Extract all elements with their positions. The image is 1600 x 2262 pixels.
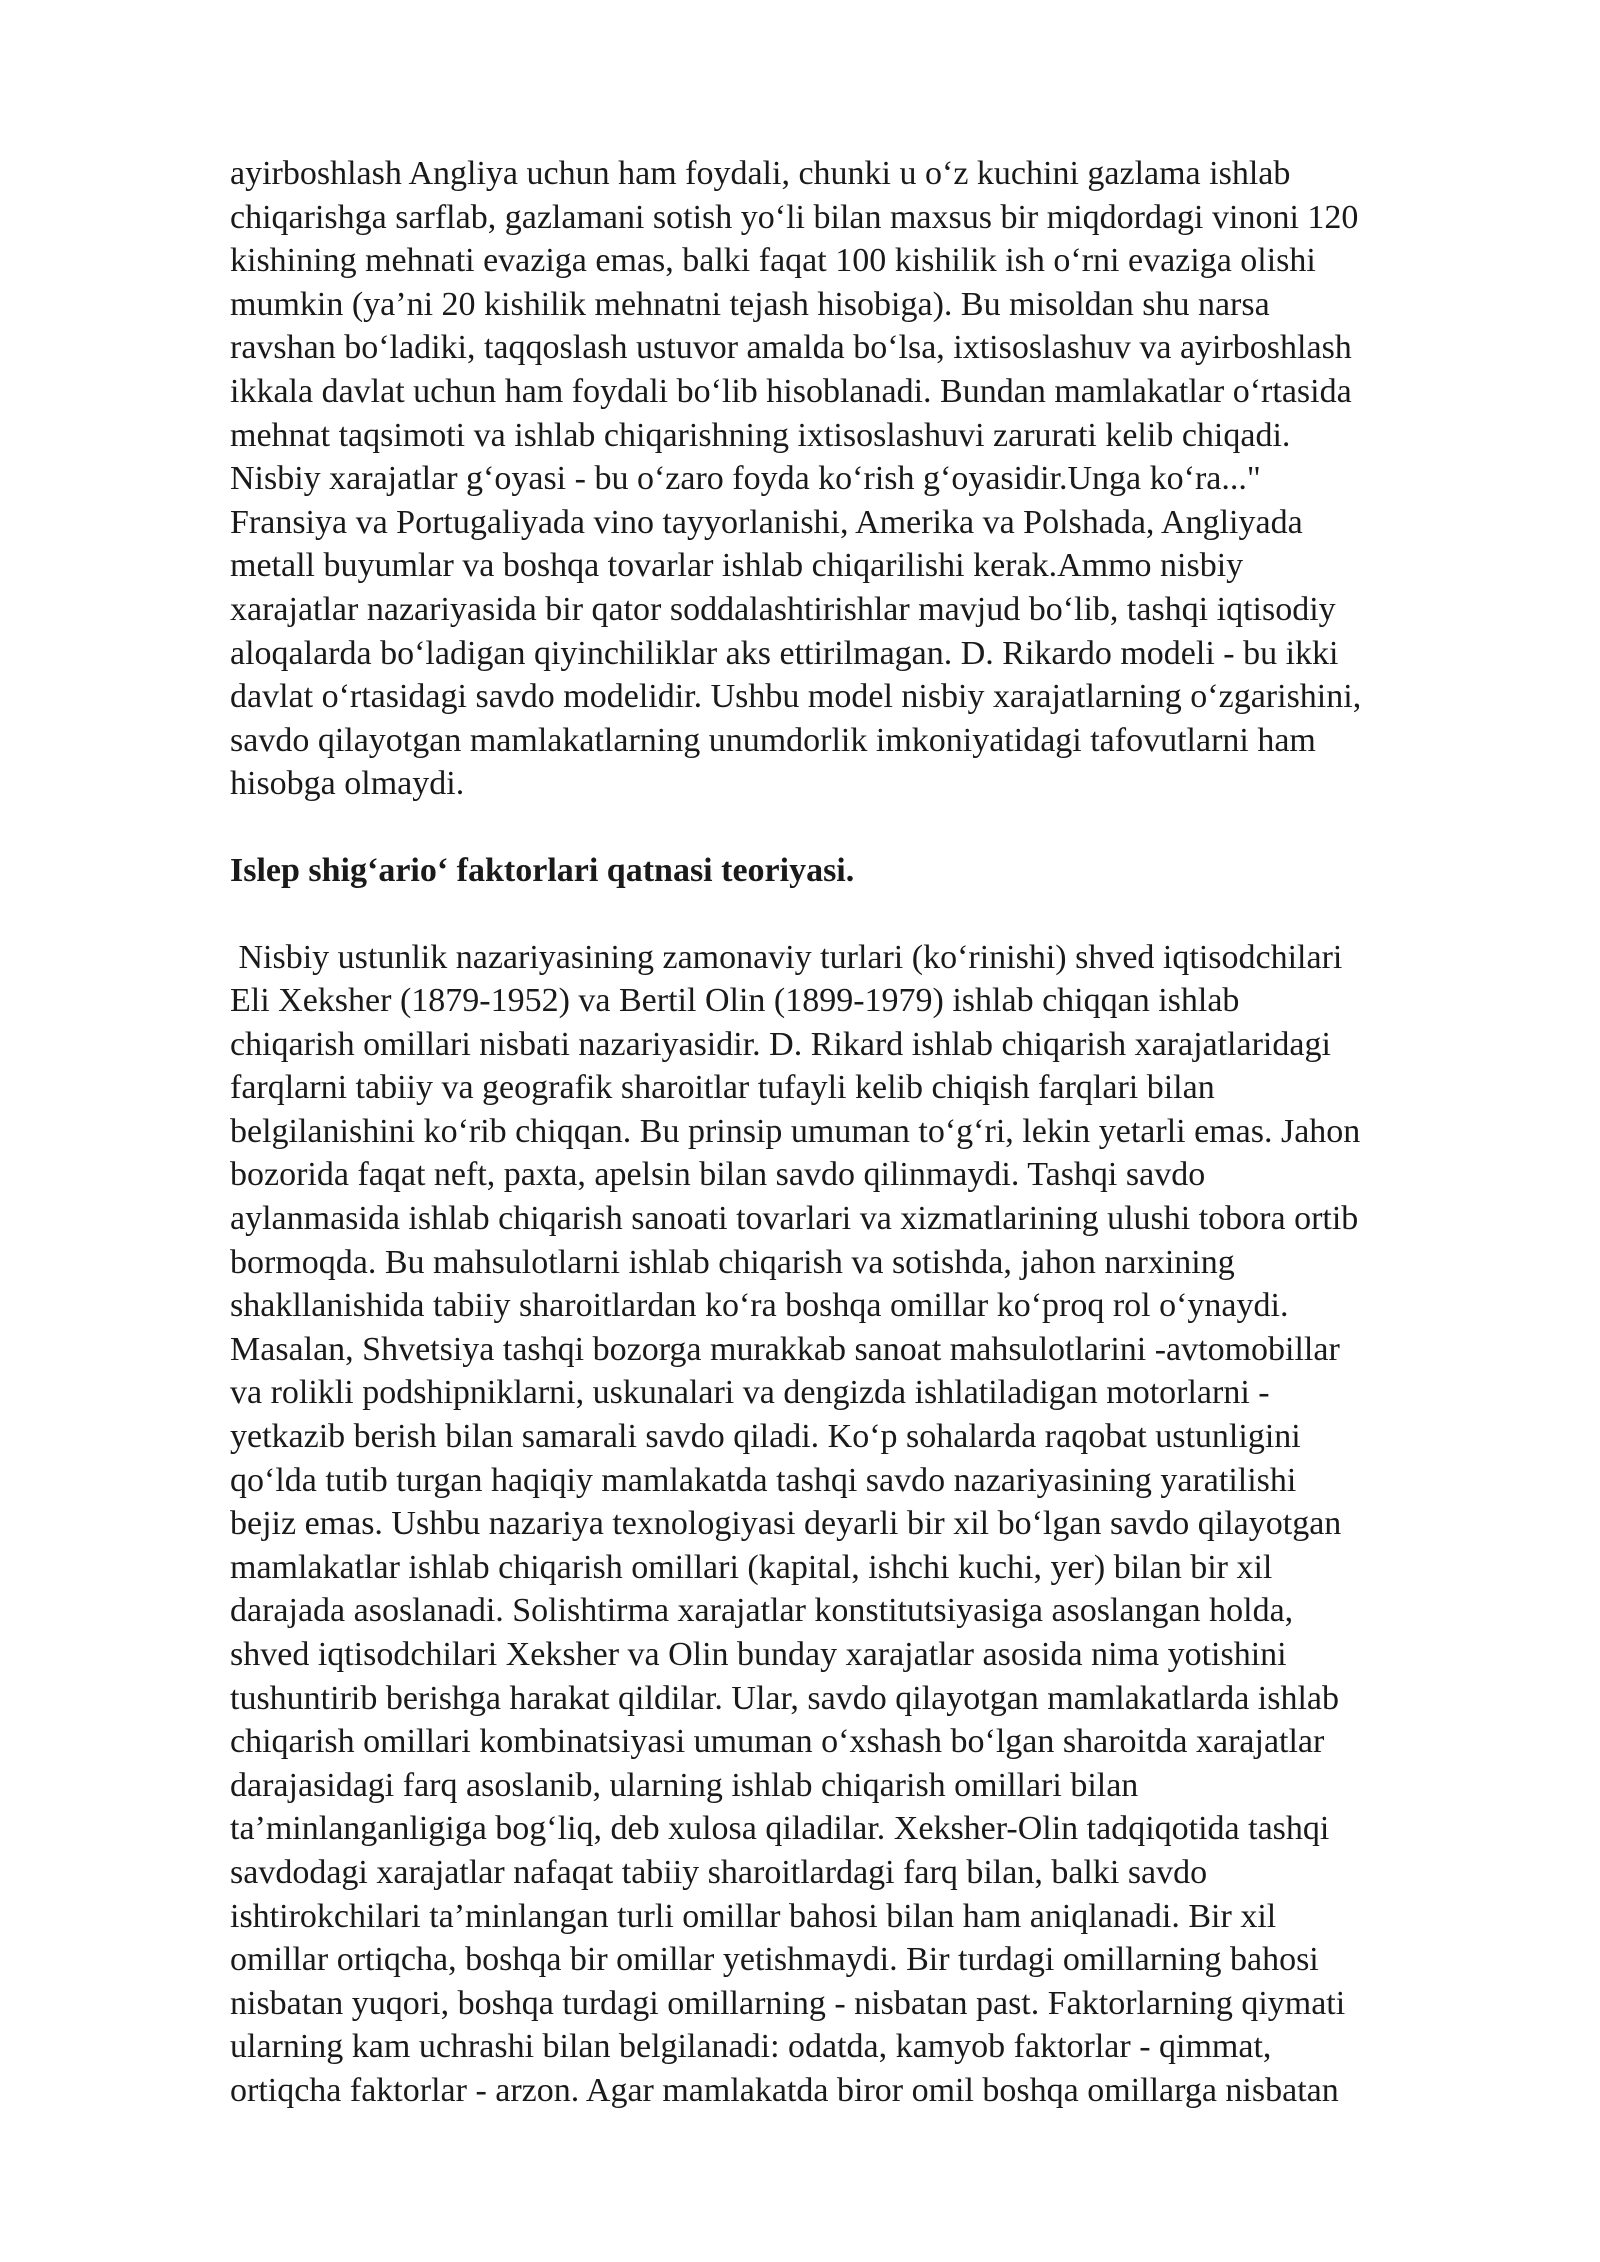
paragraph-spacing — [230, 806, 1510, 849]
body-paragraph-1: ayirboshlash Angliya uchun ham foydali, chunki u o‘z kuchini gazlama ishlab chiqarishga sarflab, gazlamani sotish yo‘li bilan maxsus bir miqdordagi vinoni 120 kishining mehnati evaziga emas, balki faqat 100 kishilik ish o‘rni evaziga olishi mumkin (ya’ni 20 kishilik mehnatni tejash hisobiga). Bu misoldan shu narsa ravshan bo‘ladiki, taqqoslash ustuvor amalda bo‘lsa, ixtisoslashuv va ayirboshlash ikkala davlat uchun ham foydali bo‘lib hisoblanadi. Bundan mamlakatlar o‘rtasida mehnat taqsimoti va ishlab chiqarishning ixtisoslashuvi zarurati kelib chiqadi. Nisbiy xarajatlar g‘oyasi - bu o‘zaro foyda ko‘rish g‘oyasidir.Unga ko‘ra..." Fransiya va Portugaliyada vino tayyorlanishi, Amerika va Polshada, Angliyada metall buyumlar va boshqa tovarlar ishlab chiqarilishi kerak.Ammo nisbiy xarajatlar nazariyasida bir qator soddalashtirishlar mavjud bo‘lib, tashqi iqtisodiy aloqalarda bo‘ladigan qiyinchiliklar aks ettirilmagan. D. Rikardo modeli - bu ikki davlat o‘rtasidagi savdo modelidir. Ushbu model nisbiy xarajatlarning o‘zgarishini, savdo qilayotgan mamlakatlarning unumdorlik imkoniyatidagi tafovutlarni ham hisobga olmaydi. — [230, 155, 1362, 803]
section-heading: Islep shig‘ario‘ faktorlari qatnasi teoriyasi. — [230, 851, 855, 889]
document-body — [230, 152, 1510, 2113]
body-paragraph-2: Nisbiy ustunlik nazariyasining zamonaviy turlari (ko‘rinishi) shved iqtisodchilari Eli Xeksher (1879-1952) va Bertil Olin (1899-1979) ishlab chiqqan ishlab chiqarish omillari nisbati nazariyasidir. D. Rikard ishlab chiqarish xarajatlaridagi farqlarni tabiiy va geografik sharoitlar tufayli kelib chiqish farqlari bilan belgilanishini ko‘rib chiqqan. Bu prinsip umuman to‘g‘ri, lekin yetarli emas. Jahon bozorida faqat neft, paxta, apelsin bilan savdo qilinmaydi. Tashqi savdo aylanmasida ishlab chiqarish sanoati tovarlari va xizmatlarining ulushi tobora ortib bormoqda. Bu mahsulotlarni ishlab chiqarish va sotishda, jahon narxining shakllanishida tabiiy sharoitlardan ko‘ra boshqa omillar ko‘proq rol o‘ynaydi. Masalan, Shvetsiya tashqi bozorga murakkab sanoat mahsulotlarini -avtomobillar va rolikli podshipniklarni, uskunalari va dengizda ishlatiladigan motorlarni - yetkazib berish bilan samarali savdo qiladi. Ko‘p sohalarda raqobat ustunligini qo‘lda tutib turgan haqiqiy mamlakatda tashqi savdo nazariyasining yaratilishi bejiz emas. Ushbu nazariya texnologiyasi deyarli bir xil bo‘lgan savdo qilayotgan mamlakatlar ishlab chiqarish omillari (kapital, ishchi kuchi, yer) bilan bir xil darajada asoslanadi. Solishtirma xarajatlar konstitutsiyasiga asoslangan holda, shved iqtisodchilari Xeksher va Olin bunday xarajatlar asosida nima yotishini tushuntirib berishga harakat qildilar. Ular, savdo qilayotgan mamlakatlarda ishlab chiqarish omillari kombinatsiyasi umuman o‘xshash bo‘lgan sharoitda xarajatlar darajasidagi farq asoslanib, ularning ishlab chiqarish omillari bilan ta’minlanganligiga bog‘liq, deb xulosa qiladilar. Xeksher-Olin tadqiqotida tashqi savdodagi xarajatlar nafaqat tabiiy sharoitlardagi farq bilan, balki savdo ishtirokchilari ta’minlangan turli omillar bahosi bilan ham aniqlanadi. Bir xil omillar ortiqcha, boshqa bir omillar yetishmaydi. Bir turdagi omillarning bahosi nisbatan yuqori, boshqa turdagi omillarning - nisbatan past. Faktorlarning qiymati ularning kam uchrashi bilan belgilanadi: odatda, kamyob faktorlar - qimmat, ortiqcha faktorlar - arzon. Agar mamlakatda biror omil boshqa omillarga nisbatan — [230, 938, 1361, 2109]
paragraph-spacing — [230, 893, 1510, 936]
